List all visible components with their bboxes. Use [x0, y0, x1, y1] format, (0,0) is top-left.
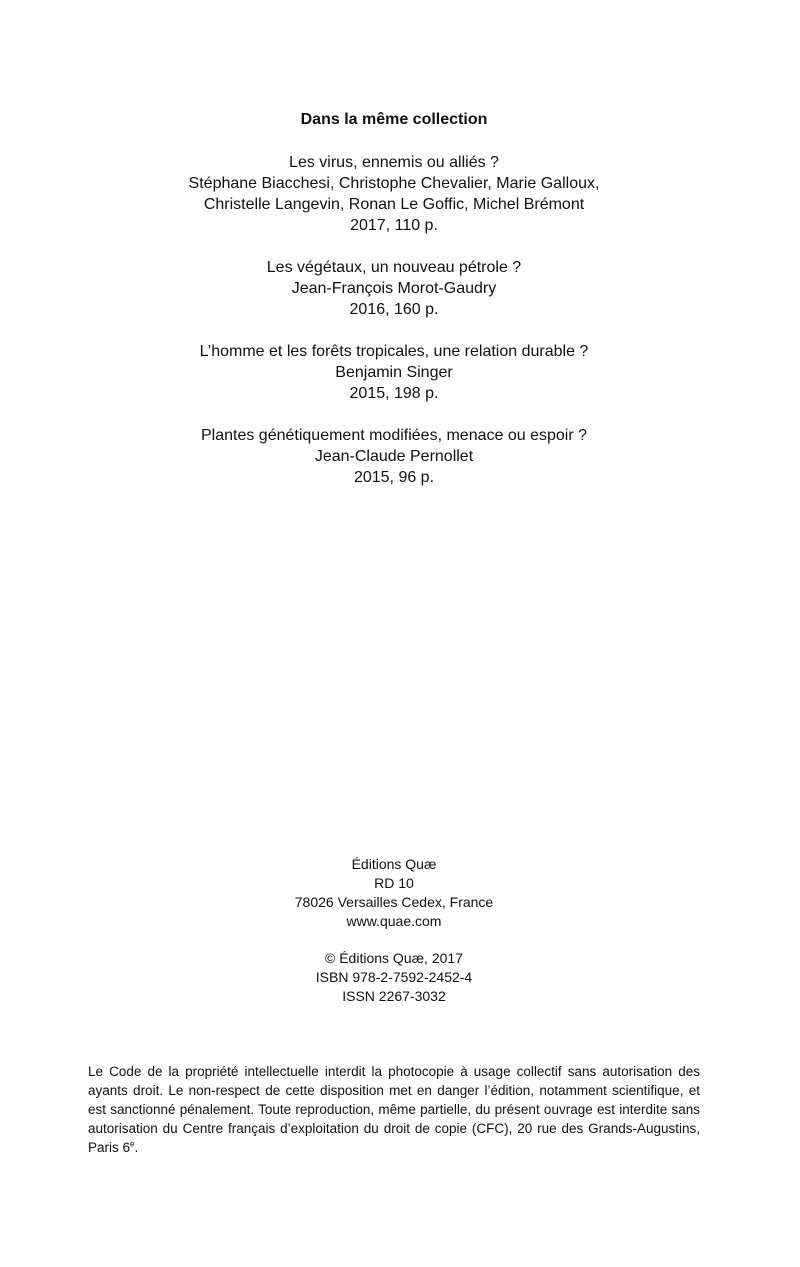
book-title: Plantes génétiquement modifiées, menace ou espoir ? [200, 427, 587, 444]
publisher-address: 78026 Versailles Cedex, France [294, 894, 494, 910]
book-details: 2016, 160 p. [349, 301, 439, 318]
book-authors: Benjamin Singer [335, 364, 453, 381]
publisher-name: Éditions Quæ [351, 856, 437, 872]
book-entry [0, 341, 788, 404]
legal-superscript: e [130, 1139, 135, 1149]
spacer [0, 931, 788, 949]
book-authors: Jean-Claude Pernollet [314, 448, 474, 465]
book-authors: Stéphane Biacchesi, Christophe Chevalier, Marie Galloux, [188, 175, 600, 192]
publisher-website: www.quae.com [346, 913, 442, 929]
legal-notice [88, 1062, 700, 1157]
legal-end: . [134, 1140, 139, 1155]
book-title: L’homme et les forêts tropicales, une relation durable ? [199, 343, 589, 360]
book-details: 2015, 96 p. [353, 469, 435, 486]
copyright-notice: © Éditions Quæ, 2017 [325, 950, 463, 966]
book-entry [0, 152, 788, 236]
issn: ISSN 2267-3032 [342, 988, 446, 1004]
book-details: 2017, 110 p. [350, 217, 438, 234]
publisher-info [0, 855, 788, 1006]
book-title: Les virus, ennemis ou alliés ? [289, 154, 499, 171]
publisher-address: RD 10 [374, 875, 414, 891]
book-authors: Jean-François Morot-Gaudry [291, 280, 497, 297]
book-entry [0, 257, 788, 320]
legal-text: Le Code de la propriété intellectuelle interdit la photocopie à usage collectif sans autorisation des ayants droit. Le non-respect de cette disposition met en danger l’édition, notamment scientifique, et est sanctionné pénalement. Toute reproduction, même partielle, du présent ouvrage est interdite sans autorisation du Centre français d’exploitation du droit de copie (CFC), 20 rue des Grands-Augustins, Paris 6 [88, 1064, 700, 1155]
isbn: ISBN 978-2-7592-2452-4 [315, 969, 473, 985]
book-details: 2015, 198 p. [349, 385, 439, 402]
book-entry [0, 425, 788, 488]
book-list [0, 152, 788, 509]
collection-heading: Dans la même collection [300, 111, 488, 128]
book-title: Les végétaux, un nouveau pétrole ? [266, 259, 522, 276]
book-authors: Christelle Langevin, Ronan Le Goffic, Michel Brémont [203, 196, 585, 213]
